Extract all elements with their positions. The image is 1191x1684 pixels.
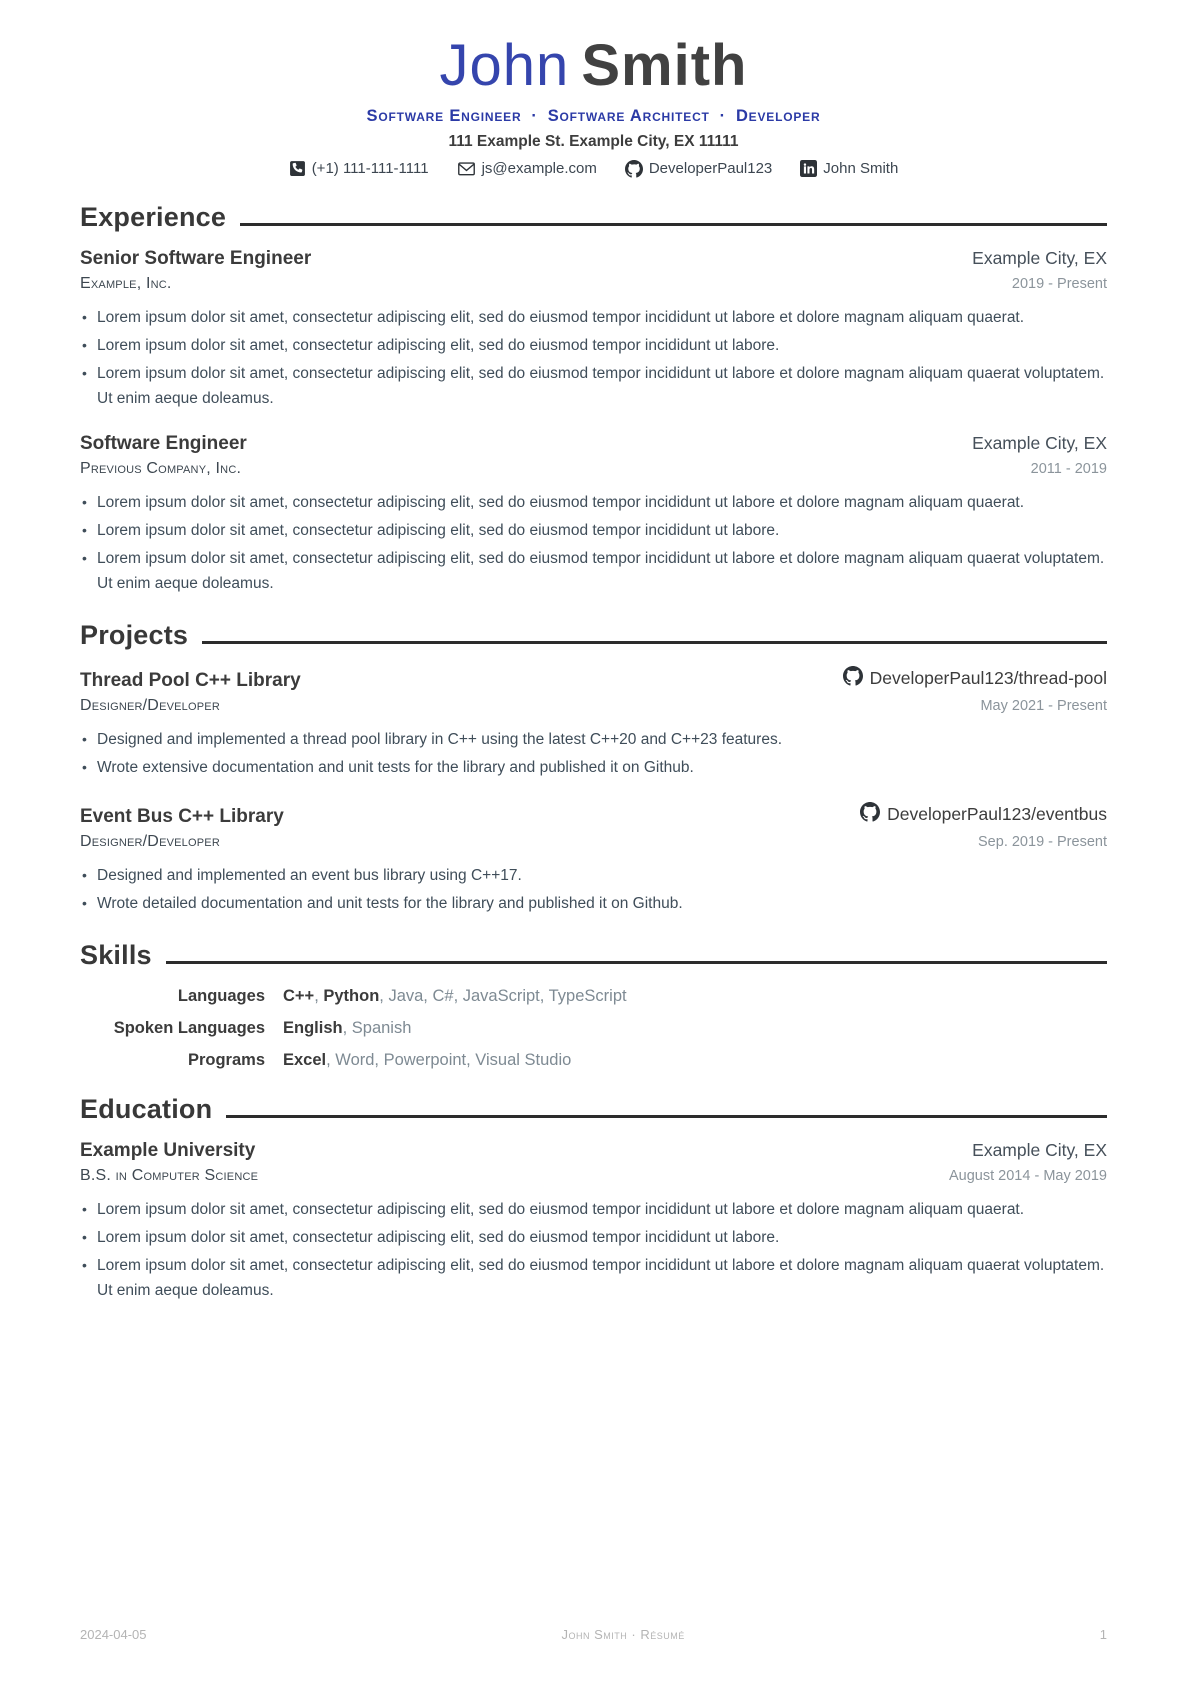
title-separator: · [531, 106, 538, 125]
linkedin-name: John Smith [823, 160, 899, 178]
education-dates: August 2014 - May 2019 [949, 1167, 1107, 1184]
github-username: DeveloperPaul123 [648, 160, 773, 178]
bullet-item: • Lorem ipsum dolor sit amet, consectetur adipiscing elit, sed do eiusmod tempor incididunt ut labore. [80, 518, 1107, 543]
entry-company: Previous Company, Inc. [80, 459, 242, 477]
person-name [80, 33, 1107, 98]
bullet-item: • Lorem ipsum dolor sit amet, consectetur adipiscing elit, sed do eiusmod tempor incididunt ut labore et dolore magnam aliquam quaerat. [80, 305, 1107, 330]
project-entry [80, 802, 1107, 916]
project-entry [80, 666, 1107, 780]
github-icon [625, 160, 643, 178]
section-header [80, 940, 1107, 971]
linkedin-icon [800, 160, 817, 177]
title-separator: · [719, 106, 726, 125]
bullet-item: • Lorem ipsum dolor sit amet, consectetur adipiscing elit, sed do eiusmod tempor incididunt ut labore et dolore magnam aliquam quaerat voluptatem. Ut enim aeque doleamus. [80, 546, 1107, 596]
section-rule [202, 641, 1107, 644]
repo-name: DeveloperPaul123/thread-pool [869, 667, 1107, 688]
skill-row [80, 987, 1107, 1006]
bullet-item: • Designed and implemented a thread pool library in C++ using the latest C++20 and C++23 features. [80, 727, 1107, 752]
bullet-item: • Lorem ipsum dolor sit amet, consectetur adipiscing elit, sed do eiusmod tempor incididunt ut labore. [80, 333, 1107, 358]
skill-label: Spoken Languages [113, 1018, 265, 1037]
resume-header [80, 33, 1107, 178]
address-line: 111 Example St. Example City, EX 11111 [448, 132, 739, 150]
email-address: js@example.com [481, 160, 597, 178]
repo-link[interactable] [843, 666, 1107, 691]
section-experience [80, 202, 1107, 596]
project-dates: May 2021 - Present [980, 697, 1107, 714]
envelope-icon [457, 160, 476, 177]
footer-date: 2024-04-05 [80, 1627, 147, 1642]
section-rule [226, 1115, 1107, 1118]
school-name: Example University [80, 1139, 256, 1161]
project-title: Thread Pool C++ Library [80, 669, 301, 691]
degree: B.S. in Computer Science [80, 1166, 259, 1184]
repo-name: DeveloperPaul123/eventbus [887, 803, 1107, 824]
linkedin-link[interactable] [800, 160, 898, 177]
email-link[interactable] [457, 160, 597, 177]
section-rule [240, 223, 1107, 226]
bullet-list [80, 490, 1107, 596]
entry-company: Example, Inc. [80, 274, 172, 292]
footer-page-number: 1 [1099, 1627, 1107, 1642]
footer-title: John Smith · Résumé [561, 1627, 685, 1642]
first-name: John [439, 33, 570, 98]
entry-title: Senior Software Engineer [80, 247, 312, 269]
job-title: Software Architect [547, 106, 710, 125]
section-education [80, 1094, 1107, 1303]
job-titles [80, 107, 1107, 126]
experience-entry [80, 433, 1107, 596]
entry-dates: 2011 - 2019 [1030, 460, 1107, 477]
bullet-list [80, 863, 1107, 916]
section-rule [166, 961, 1107, 964]
contact-row [80, 160, 1107, 178]
skill-label: Programs [187, 1050, 265, 1069]
section-header [80, 620, 1107, 651]
section-title: Projects [80, 619, 189, 650]
section-skills [80, 940, 1107, 1070]
section-header [80, 202, 1107, 233]
job-title: Developer [735, 106, 821, 125]
skill-row [80, 1051, 1107, 1070]
entry-location: Example City, EX [972, 432, 1107, 453]
job-title: Software Engineer [366, 106, 522, 125]
entry-dates: 2019 - Present [1011, 275, 1107, 292]
skill-value: Excel, Word, Powerpoint, Visual Studio [283, 1050, 572, 1069]
section-header [80, 1094, 1107, 1125]
section-title: Experience [80, 201, 227, 232]
phone-number: (+1) 111-111-1111 [311, 160, 429, 178]
skill-row [80, 1019, 1107, 1038]
bullet-item: • Lorem ipsum dolor sit amet, consectetur adipiscing elit, sed do eiusmod tempor incididunt ut labore et dolore magnam aliquam quaerat voluptatem. Ut enim aeque doleamus. [80, 361, 1107, 411]
project-dates: Sep. 2019 - Present [978, 833, 1107, 850]
bullet-item: • Lorem ipsum dolor sit amet, consectetur adipiscing elit, sed do eiusmod tempor incididunt ut labore. [80, 1225, 1107, 1250]
bullet-item: • Lorem ipsum dolor sit amet, consectetur adipiscing elit, sed do eiusmod tempor incididunt ut labore et dolore magnam aliquam quaerat. [80, 1197, 1107, 1222]
bullet-item: • Lorem ipsum dolor sit amet, consectetur adipiscing elit, sed do eiusmod tempor incididunt ut labore et dolore magnam aliquam quaerat voluptatem. Ut enim aeque doleamus. [80, 1253, 1107, 1303]
section-title: Skills [80, 939, 152, 970]
project-title: Event Bus C++ Library [80, 805, 284, 827]
skill-label: Languages [177, 986, 265, 1005]
bullet-item: • Wrote detailed documentation and unit tests for the library and published it on Github. [80, 891, 1107, 916]
skill-value: English, Spanish [283, 1018, 412, 1037]
skill-value: C++, Python, Java, C#, JavaScript, TypeScript [283, 986, 627, 1005]
phone-link[interactable] [289, 160, 429, 177]
section-title: Education [80, 1093, 213, 1124]
bullet-item: • Designed and implemented an event bus library using C++17. [80, 863, 1107, 888]
skills-table [80, 987, 1107, 1070]
bullet-list [80, 305, 1107, 411]
bullet-item: • Lorem ipsum dolor sit amet, consectetur adipiscing elit, sed do eiusmod tempor incididunt ut labore et dolore magnam aliquam quaerat. [80, 490, 1107, 515]
github-link[interactable] [625, 160, 772, 178]
bullet-list [80, 1197, 1107, 1303]
experience-entry [80, 248, 1107, 411]
section-projects [80, 620, 1107, 916]
bullet-list [80, 727, 1107, 780]
project-role: Designer/Developer [80, 696, 220, 714]
project-role: Designer/Developer [80, 832, 220, 850]
education-entry [80, 1140, 1107, 1303]
bullet-item: • Wrote extensive documentation and unit tests for the library and published it on Github. [80, 755, 1107, 780]
github-icon [860, 802, 880, 827]
phone-square-icon [289, 160, 306, 177]
github-icon [843, 666, 863, 691]
last-name: Smith [581, 33, 748, 98]
repo-link[interactable] [860, 802, 1107, 827]
entry-location: Example City, EX [972, 247, 1107, 268]
entry-title: Software Engineer [80, 432, 247, 454]
school-location: Example City, EX [972, 1139, 1107, 1160]
page-footer [80, 1627, 1107, 1642]
